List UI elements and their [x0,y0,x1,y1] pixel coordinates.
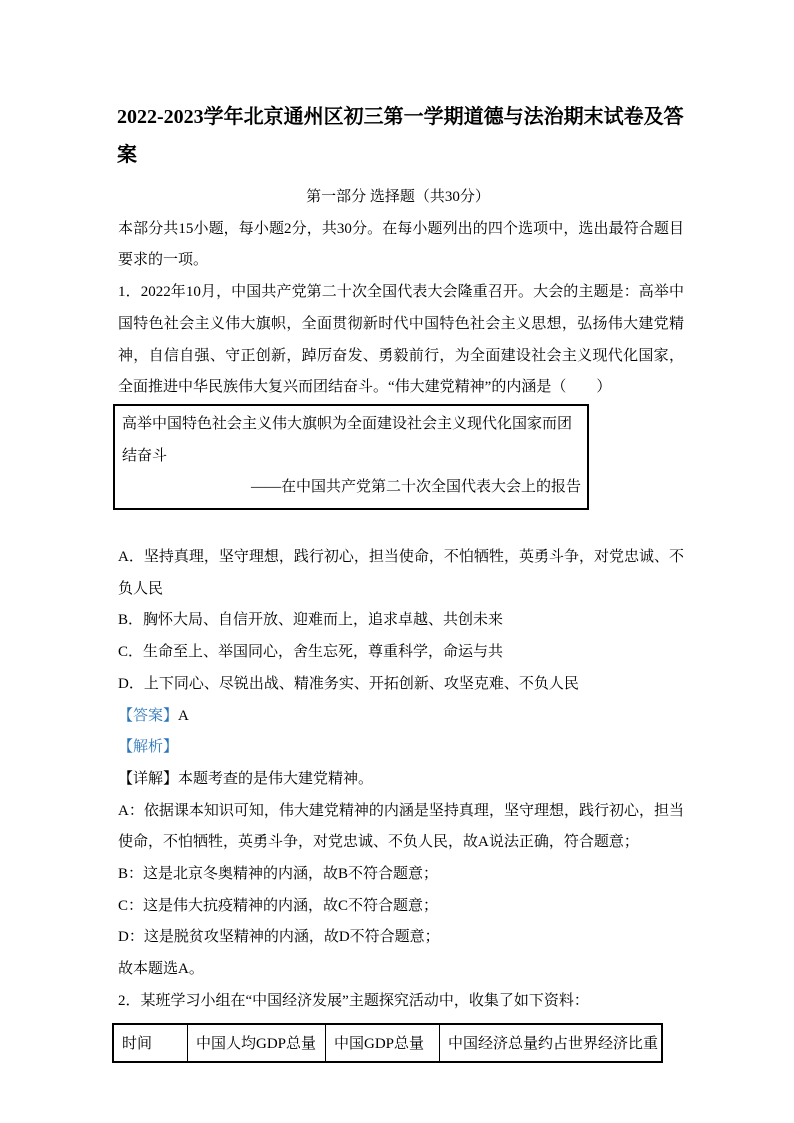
gdp-table [112,1023,663,1063]
page-title: 2022-2023学年北京通州区初三第一学期道德与法治期末试卷及答案 [117,106,684,166]
table-header-row [113,1024,662,1062]
conclusion-line: 故本题选A。 [118,961,204,978]
document-page [112,98,684,1063]
section-heading: 第一部分 选择题（共30分） [306,189,490,205]
answer-row [118,701,684,733]
option-d: D．上下同心、尽锐出战、精准务实、开拓创新、攻坚克难、不负人民 [118,675,579,692]
explanation-c: C：这是伟大抗疫精神的内涵，故C不符合题意； [118,897,439,914]
explanation-b: B：这是北京冬奥精神的内涵，故B不符合题意； [118,866,439,883]
option-a: A．坚持真理，坚守理想，践行初心，担当使命，不怕牺牲，英勇斗争，对党忠诚、不负人民 [118,549,684,597]
analysis-label: 【解析】 [118,739,179,756]
header-cell-world-share: 中国经济总量约占世界经济比重 [440,1024,663,1062]
option-b: B．胸怀大局、自信开放、迎难而上，追求卓越、共创未来 [118,612,504,629]
quote-line-2: ——在中国共产党第二十次全国代表大会上的报告 [250,479,581,496]
explanation-d: D：这是脱贫攻坚精神的内涵，故D不符合题意； [118,929,440,946]
analysis-row [118,732,684,764]
detail-line: 【详解】本题考查的是伟大建党精神。 [118,770,374,787]
question-2-stem: 2．某班学习小组在“中国经济发展”主题探究活动中，收集了如下资料： [118,992,589,1009]
explanation-a: A：依据课本知识可知，伟大建党精神的内涵是坚持真理，坚守理想，践行初心，担当使命，不怕牺牲，英勇斗争，对党忠诚、不负人民，故A说法正确，符合题意； [118,802,684,851]
quote-box [113,404,589,510]
question-1-stem: 1．2022年10月，中国共产党第二十次全国代表大会隆重召开。大会的主题是：高举中国特色社会主义伟大旗帜，全面贯彻新时代中国特色社会主义思想，弘扬伟大建党精神，自信自强、守正创新，踔厉奋发、勇毅前行，为全面建设社会主义现代化国家，全面推进中华民族伟大复兴而团结奋斗。“伟大建党精神”的内涵是（ ） [118,284,684,396]
quote-line-1: 高举中国特色社会主义伟大旗帜为全面建设社会主义现代化国家而团结奋斗 [122,415,573,464]
header-cell-gdp-total: 中国GDP总量 [326,1024,440,1062]
answer-value: A [178,707,189,724]
header-cell-time: 时间 [113,1024,188,1062]
section-intro: 本部分共15小题，每小题2分，共30分。在每小题列出的四个选项中，选出最符合题目要求的一项。 [118,220,684,269]
header-cell-per-capita-gdp: 中国人均GDP总量 [188,1024,326,1062]
option-c: C．生命至上、举国同心，舍生忘死，尊重科学，命运与共 [118,644,504,661]
answer-label: 【答案】 [118,707,179,724]
